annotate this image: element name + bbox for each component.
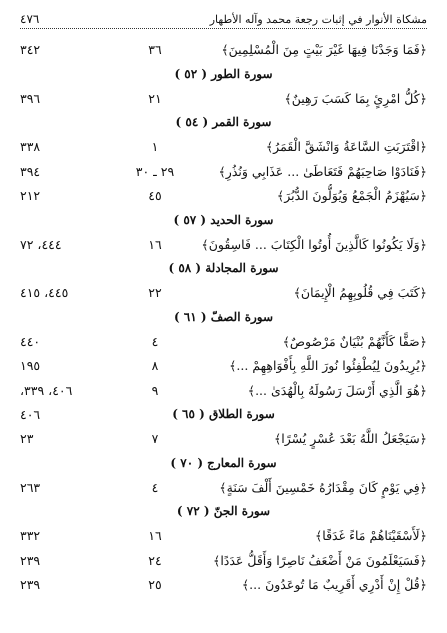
- page-references: ٢٣٩: [20, 552, 41, 568]
- verse-text: ﴿سَيَجْعَلُ اللَّهُ بَعْدَ عُسْرٍ يُسْرًا﴾: [273, 431, 427, 446]
- ayah-number: ٢٥: [148, 577, 162, 592]
- verse-text: ﴿يُرِيدُونَ لِيُطْفِئُوا نُورَ اللَّهِ بِأَفْوَاهِهِمْ ...﴾: [229, 358, 427, 373]
- index-row: [0, 38, 447, 62]
- page-references: ٤٤٥، ٤١٥: [20, 285, 69, 300]
- verse-text: ﴿لَأَسْقَيْنَاهُمْ مَاءً غَدَقًا﴾: [314, 528, 427, 543]
- verse-text: ﴿هُوَ الَّذِي أَرْسَلَ رَسُولَهُ بِالْهُدَىٰ ...﴾: [247, 382, 427, 398]
- index-row: [0, 330, 447, 354]
- surah-heading: سورة الصفّ ( ٦١ ): [173, 309, 274, 324]
- verse-text: ﴿كُلُّ امْرِئٍ بِمَا كَسَبَ رَهِينٌ﴾: [284, 90, 427, 106]
- ayah-number: ٢٢: [148, 285, 162, 300]
- ayah-number: ٤: [151, 479, 159, 495]
- ayah-number: ٢٩ ـ ٣٠: [135, 163, 175, 179]
- page-number: ٤٧٦: [20, 12, 40, 26]
- running-title: مشكاة الأنوار في إثبات رجعة محمد وآله الأطهار: [209, 12, 427, 26]
- page-references: ٣٣٨: [20, 139, 41, 154]
- surah-heading: سورة القمر ( ٥٤ ): [175, 115, 272, 129]
- index-row: [0, 135, 447, 159]
- page-references: ٣٤٢: [20, 42, 41, 57]
- page-references: ٢٣: [20, 431, 34, 446]
- page-references: ٣٣٢: [20, 528, 41, 543]
- index-row: [0, 354, 447, 378]
- page-references: ٢٦٣: [20, 479, 41, 495]
- verse-text: ﴿قُلْ إِنْ أَدْرِي أَقَرِيبٌ مَا تُوعَدُونَ ...﴾: [241, 577, 427, 592]
- index-row: [0, 160, 447, 184]
- verse-text: ﴿كَتَبَ فِي قُلُوبِهِمُ الْإِيمَانَ﴾: [293, 285, 427, 300]
- ayah-number: ١٦: [148, 236, 162, 252]
- page-references: ٢١٢: [20, 188, 41, 203]
- ayah-number: ٤: [151, 333, 159, 349]
- verse-text: ﴿فَنَادَوْا صَاحِبَهُمْ فَتَعَاطَىٰ ... عَذَابِي وَنُذُرِ﴾: [218, 163, 427, 179]
- verse-text: ﴿اقْتَرَبَتِ السَّاعَةُ وَانْشَقَّ الْقَمَرُ﴾: [265, 139, 427, 154]
- ayah-number: ٩: [151, 382, 159, 398]
- page-references: ٤٠٦، ٣٣٩، ٤٠٦: [20, 382, 73, 422]
- index-row: [0, 87, 447, 111]
- index-row: [0, 573, 447, 597]
- ayah-number: ٢١: [148, 90, 162, 106]
- surah-heading: سورة المجادلة ( ٥٨ ): [168, 261, 279, 275]
- verse-text: ﴿سَيُهْزَمُ الْجَمْعُ وَيُوَلُّونَ الدُّبُرَ﴾: [276, 188, 427, 203]
- index-row: [0, 184, 447, 208]
- ayah-number: ٣٦: [148, 42, 162, 57]
- page-references: ٤٤٤، ٧٢: [20, 236, 62, 252]
- verse-text: ﴿فَمَا وَجَدْنَا فِيهَا غَيْرَ بَيْتٍ مِنَ الْمُسْلِمِينَ﴾: [221, 42, 427, 57]
- verse-text: ﴿صَفًّا كَأَنَّهُمْ بُنْيَانٌ مَرْصُوصٌ﴾: [282, 333, 427, 349]
- ayah-number: ٢٤: [148, 552, 162, 568]
- surah-heading: سورة المعارج ( ٧٠ ): [170, 455, 277, 470]
- index-row: [0, 281, 447, 305]
- index-row: [0, 476, 447, 500]
- index-row: [0, 427, 447, 451]
- ayah-number: ٧: [151, 431, 159, 446]
- verse-text: ﴿فَسَيَعْلَمُونَ مَنْ أَضْعَفُ نَاصِرًا وَأَقَلُّ عَدَدًا﴾: [213, 552, 427, 568]
- page-references: ٣٩٦: [20, 90, 41, 106]
- page-references: ٢٣٩: [20, 577, 41, 592]
- index-row: [0, 524, 447, 548]
- ayah-number: ٤٥: [148, 188, 162, 203]
- page-references: ٤٤٠: [20, 333, 41, 349]
- verse-text: ﴿وَلَا يَكُونُوا كَالَّذِينَ أُوتُوا الْكِتَابَ ... فَاسِقُونَ﴾: [201, 236, 427, 252]
- ayah-number: ١: [151, 139, 159, 154]
- ayah-number: ١٦: [148, 528, 162, 543]
- surah-heading: سورة الحديد ( ٥٧ ): [173, 212, 274, 227]
- verse-text: ﴿فِي يَوْمٍ كَانَ مِقْدَارُهُ خَمْسِينَ أَلْفَ سَنَةٍ﴾: [219, 479, 427, 495]
- index-row: [0, 549, 447, 573]
- surah-heading: سورة الطلاق ( ٦٥ ): [172, 407, 275, 421]
- index-row: [0, 233, 447, 257]
- surah-heading: سورة الجنّ ( ٧٢ ): [176, 504, 271, 518]
- ayah-number: ٨: [151, 358, 159, 373]
- surah-heading: سورة الطور ( ٥٢ ): [174, 66, 273, 81]
- page-references: ١٩٥: [20, 358, 41, 373]
- page-references: ٣٩٤: [20, 163, 41, 179]
- page-header: [20, 10, 427, 29]
